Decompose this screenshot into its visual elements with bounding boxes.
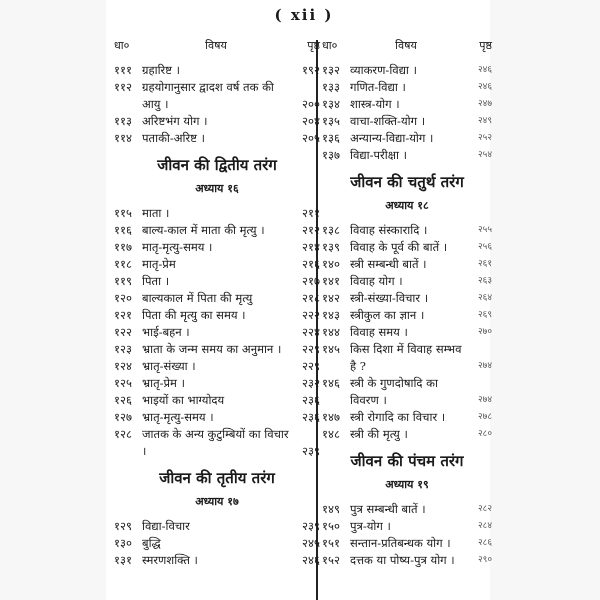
toc-entry — [322, 256, 492, 273]
column-header — [114, 34, 320, 56]
entry-number: १४७ — [322, 410, 340, 424]
entry-page: २०४ — [302, 114, 320, 128]
toc-entry — [114, 62, 320, 79]
entry-title: पिता । — [142, 274, 170, 288]
toc-entry — [114, 79, 320, 113]
toc-entry — [114, 375, 320, 392]
entry-title: दत्तक या पोष्य-पुत्र योग । — [350, 553, 455, 567]
entry-title: ग्रहारिष्ट । — [142, 63, 180, 77]
chapter-heading: अध्याय १७ — [195, 495, 239, 508]
chapter-heading: अध्याय १६ — [195, 182, 239, 195]
entry-title: भ्रातृ-मृत्यु-समय । — [142, 410, 214, 424]
entry-title: भ्राता के जन्म समय का अनुमान । — [142, 342, 282, 356]
entry-title: भाइयों का भाग्योदय — [142, 393, 225, 407]
entry-number: १४६ — [322, 376, 340, 390]
entry-page: २४६ — [477, 65, 492, 75]
entry-number: १२१ — [114, 308, 132, 322]
entry-title: स्त्रीकुल का ज्ञान । — [350, 308, 425, 322]
entry-page: २५५ — [477, 225, 492, 235]
entry-number: १४५ — [322, 342, 340, 356]
entry-number: १५१ — [322, 536, 340, 550]
entry-title: किस दिशा में विवाह सम्भव है ? — [350, 342, 462, 373]
entry-title: पताकी-अरिष्ट । — [142, 131, 205, 145]
header-subject: विषय — [395, 38, 417, 52]
entry-title: स्त्री की मृत्यु । — [350, 427, 408, 441]
toc-entry — [114, 307, 320, 324]
entry-page: २१८ — [302, 291, 320, 305]
header-number: धा० — [114, 38, 130, 52]
toc-entry — [322, 518, 492, 535]
toc-left-column — [114, 34, 320, 569]
toc-entry — [322, 290, 492, 307]
entry-number: १२३ — [114, 342, 132, 356]
toc-entry — [114, 113, 320, 130]
toc-entry — [114, 358, 320, 375]
toc-entry — [114, 518, 320, 535]
entry-number: १३५ — [322, 114, 340, 128]
entry-number: १२९ — [114, 519, 132, 533]
toc-entry — [114, 392, 320, 409]
entry-page: २६३ — [477, 276, 492, 286]
entry-number: १४४ — [322, 325, 340, 339]
toc-entry — [322, 147, 492, 164]
entry-page: २१७ — [302, 274, 320, 288]
toc-entry — [322, 409, 492, 426]
toc-entry — [114, 205, 320, 222]
entry-title: विवाह के पूर्व की बातें । — [350, 240, 448, 254]
entry-title: जातक के अन्य कुटुम्बियों का विचार । — [142, 427, 289, 458]
entry-page: २५६ — [477, 242, 492, 252]
entry-title: पुत्र-योग । — [350, 519, 391, 533]
entry-title: बाल्य-काल में माता की मृत्यु । — [142, 223, 265, 237]
entry-title: शास्त्र-योग । — [350, 97, 400, 111]
entry-title: भ्रातृ-संख्या । — [142, 359, 196, 373]
entry-page: २४६ — [302, 553, 320, 567]
entry-page: २७० — [477, 327, 492, 337]
entry-number: १२७ — [114, 410, 132, 424]
entry-page: २८० — [477, 429, 492, 439]
toc-entry — [322, 62, 492, 79]
toc-right-column — [322, 34, 492, 569]
entry-title: सन्तान-प्रतिबन्धक योग । — [350, 536, 451, 550]
entry-page: २३६ — [302, 410, 320, 424]
entry-number: १२६ — [114, 393, 132, 407]
entry-page: २३९ — [302, 444, 320, 458]
entry-number: १४१ — [322, 274, 340, 288]
entry-number: १२५ — [114, 376, 132, 390]
entry-number: १३३ — [322, 80, 340, 94]
entry-title: स्मरणशक्ति । — [142, 553, 198, 567]
entry-title: ग्रहयोगानुसार द्वादश वर्ष तक की आयु । — [142, 80, 274, 111]
entry-title: विवाह योग । — [350, 274, 403, 288]
toc-entry — [114, 290, 320, 307]
header-page: पृष्ठ — [307, 38, 320, 52]
toc-entry — [114, 256, 320, 273]
toc-entry — [114, 552, 320, 569]
header-number: धा० — [322, 38, 338, 52]
entry-title: भाई-बहन । — [142, 325, 190, 339]
entry-number: ११५ — [114, 206, 132, 220]
entry-number: १३० — [114, 536, 132, 550]
header-subject: विषय — [205, 38, 227, 52]
entry-page: २२४ — [302, 325, 320, 339]
entry-number: ११३ — [114, 114, 132, 128]
entry-number: १३२ — [322, 63, 340, 77]
toc-entry — [322, 324, 492, 341]
entry-title: विवाह समय । — [350, 325, 408, 339]
entry-page: २५४ — [477, 150, 492, 160]
entry-number: १२० — [114, 291, 132, 305]
toc-entry — [114, 130, 320, 147]
entry-number: १४२ — [322, 291, 340, 305]
entry-page: २८६ — [477, 538, 492, 548]
toc-entry — [114, 324, 320, 341]
entry-page: २०५ — [302, 131, 320, 145]
entry-page: २७४ — [477, 395, 492, 405]
entry-title: मातृ-मृत्यु-समय । — [142, 240, 213, 254]
entry-page: २४६ — [477, 82, 492, 92]
entry-number: १३८ — [322, 223, 340, 237]
entry-number: १२८ — [114, 427, 132, 441]
entry-page: २६१ — [477, 259, 492, 269]
toc-entry — [322, 222, 492, 239]
entry-page: २१६ — [302, 257, 320, 271]
entry-number: १३९ — [322, 240, 340, 254]
section-title: जीवन की द्वितीय तरंग — [157, 156, 277, 174]
entry-number: १३६ — [322, 131, 340, 145]
section-title: जीवन की पंचम तरंग — [350, 452, 464, 470]
entry-title: स्त्री सम्बन्धी बातें । — [350, 257, 427, 271]
page-number: ( xii ) — [274, 6, 334, 24]
toc-entry — [322, 96, 492, 113]
entry-page: २११ — [302, 206, 320, 220]
entry-title: पिता की मृत्यु का समय । — [142, 308, 246, 322]
entry-number: १४० — [322, 257, 340, 271]
entry-page: २८२ — [477, 504, 492, 514]
entry-title: माता । — [142, 206, 170, 220]
entry-title: वाचा-शक्ति-योग । — [350, 114, 426, 128]
chapter-heading: अध्याय १९ — [385, 478, 429, 491]
entry-number: १११ — [114, 63, 132, 77]
toc-entry — [114, 409, 320, 426]
entry-number: १२४ — [114, 359, 132, 373]
toc-entry — [114, 222, 320, 239]
entry-number: ११८ — [114, 257, 132, 271]
entry-page: २७८ — [477, 412, 492, 422]
entry-page: २३६ — [302, 393, 320, 407]
entry-number: १३७ — [322, 148, 340, 162]
toc-entry — [322, 341, 492, 375]
section-title: जीवन की चतुर्थ तरंग — [350, 173, 464, 191]
toc-entry — [114, 273, 320, 290]
entry-number: १४३ — [322, 308, 340, 322]
entry-page: २१४ — [302, 240, 320, 254]
entry-page: २४७ — [477, 99, 492, 109]
entry-number: १४८ — [322, 427, 340, 441]
entry-number: १५२ — [322, 553, 340, 567]
entry-page: २९० — [477, 555, 492, 565]
column-header — [322, 34, 492, 56]
toc-entry — [114, 341, 320, 358]
entry-title: स्त्री रोगादि का विचार । — [350, 410, 446, 424]
entry-page: २३९ — [302, 519, 320, 533]
entry-title: विद्या-विचार — [142, 519, 190, 533]
toc-entry — [322, 113, 492, 130]
entry-title: पुत्र सम्बन्धी बातें । — [350, 502, 426, 516]
header-page: पृष्ठ — [479, 38, 492, 52]
toc-entry — [114, 426, 320, 460]
toc-entry — [322, 79, 492, 96]
entry-number: १३१ — [114, 553, 132, 567]
toc-entry — [322, 552, 492, 569]
entry-page: २२९ — [302, 359, 320, 373]
entry-title: भ्रातृ-प्रेम । — [142, 376, 185, 390]
entry-page: २७४ — [477, 361, 492, 371]
entry-page: २४९ — [477, 116, 492, 126]
entry-title: अन्यान्य-विद्या-योग । — [350, 131, 434, 145]
entry-page: १९२ — [302, 63, 320, 77]
entry-page: २६९ — [477, 310, 492, 320]
entry-title: गणित-विद्या । — [350, 80, 406, 94]
toc-entry — [322, 307, 492, 324]
toc-entry — [322, 501, 492, 518]
entry-number: ११९ — [114, 274, 132, 288]
toc-entry — [322, 375, 492, 409]
entry-title: बाल्यकाल में पिता की मृत्यु — [142, 291, 253, 305]
section-title: जीवन की तृतीय तरंग — [159, 469, 275, 487]
entry-number: ११६ — [114, 223, 132, 237]
entry-page: २०० — [302, 97, 320, 111]
entry-page: २६४ — [477, 293, 492, 303]
entry-title: व्याकरण-विद्या । — [350, 63, 417, 77]
entry-title: विवाह संस्कारादि । — [350, 223, 428, 237]
entry-number: १२२ — [114, 325, 132, 339]
entry-title: मातृ-प्रेम — [142, 257, 176, 271]
toc-entry — [322, 239, 492, 256]
entry-title: विद्या-परीक्षा । — [350, 148, 407, 162]
toc-entry — [114, 535, 320, 552]
entry-page: २३२ — [302, 376, 320, 390]
chapter-heading: अध्याय १८ — [385, 199, 429, 212]
toc-entry — [322, 535, 492, 552]
toc-entry — [322, 426, 492, 443]
toc-entry — [114, 239, 320, 256]
toc-entry — [322, 130, 492, 147]
entry-page: २१२ — [302, 223, 320, 237]
entry-number: ११४ — [114, 131, 132, 145]
entry-page: २२९ — [302, 342, 320, 356]
entry-number: १५० — [322, 519, 340, 533]
entry-page: २८४ — [477, 521, 492, 531]
entry-number: १४९ — [322, 502, 340, 516]
toc-entry — [322, 273, 492, 290]
entry-title: अरिष्टभंग योग । — [142, 114, 208, 128]
entry-page: २२२ — [302, 308, 320, 322]
entry-title: बुद्धि — [142, 536, 161, 550]
entry-title: स्त्री-संख्या-विचार । — [350, 291, 429, 305]
entry-number: ११७ — [114, 240, 132, 254]
entry-number: ११२ — [114, 80, 132, 94]
entry-title: स्त्री के गुणदोषादि का विवरण । — [350, 376, 438, 407]
entry-page: २५२ — [477, 133, 492, 143]
entry-number: १३४ — [322, 97, 340, 111]
entry-page: २४५ — [302, 536, 320, 550]
